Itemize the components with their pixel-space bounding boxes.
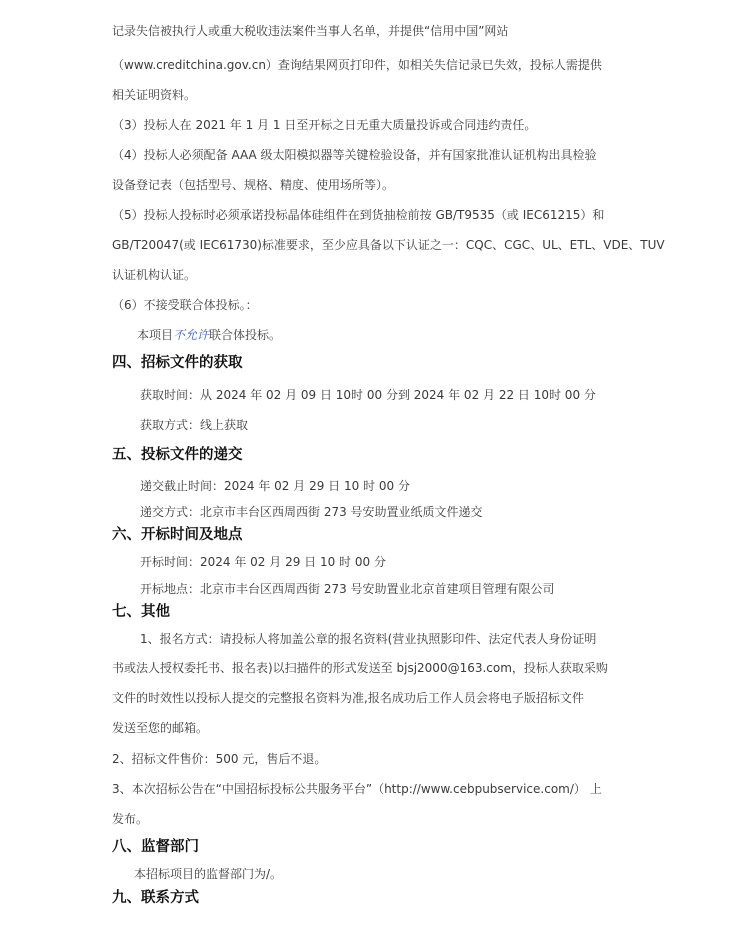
requirement-5-line-3: 认证机构认证。 [112,268,197,282]
consortium-statement [137,326,281,344]
requirement-5-line-2: GB/T20047(或 IEC61730)标准要求，至少应具备以下认证之一：CQC、CGC、UL、ETL、VDE、TUV [112,238,665,252]
requirement-2-line-1: 记录失信被执行人或重大税收违法案件当事人名单，并提供“信用中国”网站 [112,24,509,38]
section-5-heading: 五、投标文件的递交 [112,447,243,463]
section-5-deadline: 递交截止时间：2024 年 02 月 29 日 10 时 00 分 [140,479,410,493]
section-6-place: 开标地点：北京市丰台区西周西街 273 号安助置业北京首建项目管理有限公司 [140,582,555,596]
consortium-prefix: 本项目 [137,328,174,342]
section-7-item-1-line-4: 发送至您的邮箱。 [112,721,209,735]
section-7-item-3-line-2: 发布。 [112,812,149,826]
section-7-item-1-line-2: 书或法人授权委托书、报名表)以扫描件的形式发送至 bjsj2000@163.com，投标人获取采购 [112,661,608,675]
requirement-4-line-2: 设备登记表（包括型号、规格、精度、使用场所等）。 [112,178,395,192]
section-6-time: 开标时间：2024 年 02 月 29 日 10 时 00 分 [140,555,386,569]
requirement-6: （6）不接受联合体投标。： [112,298,258,312]
section-8-heading: 八、监督部门 [112,839,199,855]
requirement-5-line-1: （5）投标人投标时必须承诺投标晶体硅组件在到货抽检前按 GB/T9535（或 IEC61215）和 [112,208,605,222]
section-7-item-1-line-1: 1、报名方式：请投标人将加盖公章的报名资料(营业执照影印件、法定代表人身份证明 [140,632,597,646]
section-7-item-1-line-3: 文件的时效性以投标人提交的完整报名资料为准,报名成功后工作人员会将电子版招标文件 [112,691,584,705]
section-8-text: 本招标项目的监督部门为/。 [134,867,283,881]
consortium-value: 不允许 [173,328,210,342]
requirement-3: （3）投标人在 2021 年 1 月 1 日至开标之日无重大质量投诉或合同违约责任。 [112,118,537,132]
section-7-item-2: 2、招标文件售价：500 元，售后不退。 [112,752,327,766]
section-4-time: 获取时间：从 2024 年 02 月 09 日 10时 00 分到 2024 年 02 月 22 日 10时 00 分 [140,388,596,402]
requirement-2-line-2: （www.creditchina.gov.cn）查询结果网页打印件，如相关失信记录已失效，投标人需提供 [112,58,602,72]
section-7-heading: 七、其他 [112,604,170,620]
section-6-heading: 六、开标时间及地点 [112,527,243,543]
section-4-method: 获取方式：线上获取 [140,418,249,432]
section-9-heading: 九、联系方式 [112,890,199,906]
section-5-method: 递交方式：北京市丰台区西周西街 273 号安助置业纸质文件递交 [140,505,483,519]
requirement-4-line-1: （4）投标人必须配备 AAA 级太阳模拟器等关键检验设备，并有国家批准认证机构出具检验 [112,148,597,162]
section-7-item-3-line-1: 3、本次招标公告在“中国招标投标公共服务平台”（http://www.cebpubservice.com/） 上 [112,782,602,796]
consortium-suffix: 联合体投标。 [209,328,282,342]
requirement-2-line-3: 相关证明资料。 [112,88,197,102]
section-4-heading: 四、招标文件的获取 [112,355,243,371]
